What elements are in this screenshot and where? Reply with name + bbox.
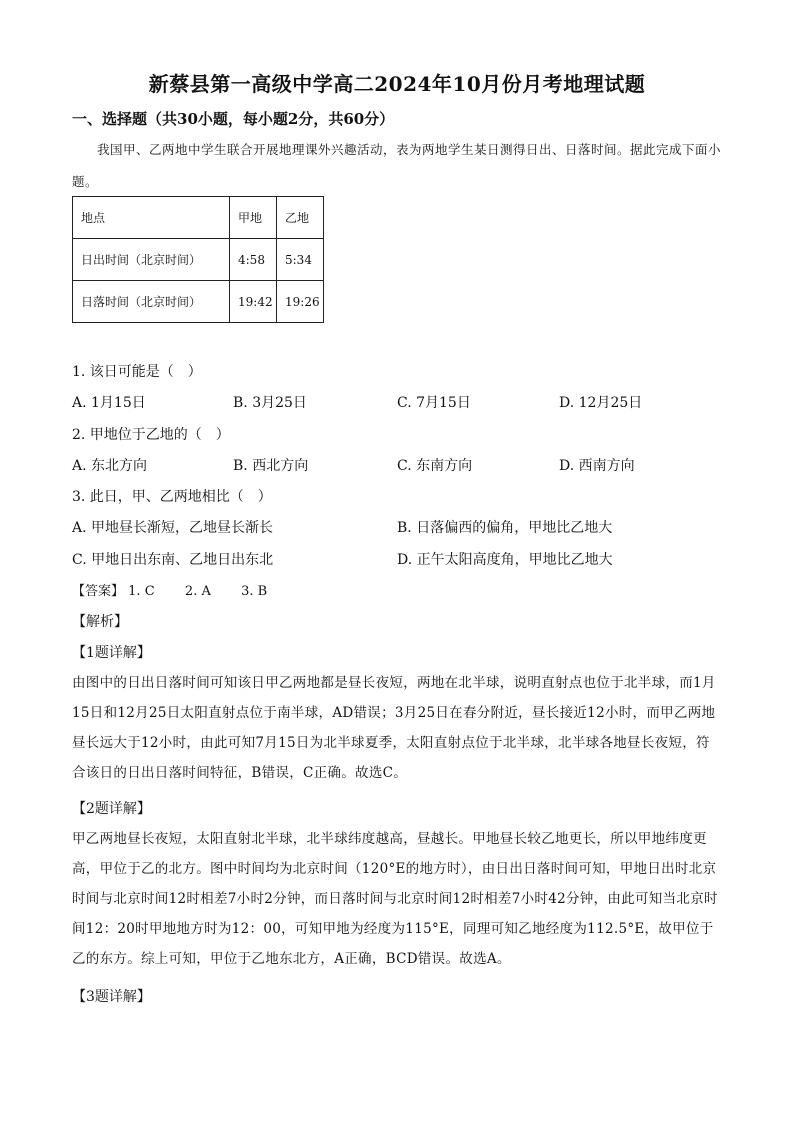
option-2b: B. 西北方向: [233, 458, 309, 474]
detail-heading-2: 【2题详解】: [72, 801, 151, 817]
sun-time-table: [72, 196, 324, 323]
table-cell: 5:34: [277, 239, 324, 281]
answer-line: [72, 580, 267, 599]
option-1c: C. 7月15日: [397, 395, 471, 411]
table-header-row: [73, 197, 324, 239]
answer-value-3: 3. B: [241, 584, 268, 599]
answer-value-1: 1. C: [128, 584, 155, 599]
option-1a: A. 1月15日: [72, 395, 146, 411]
table-row: [73, 239, 324, 281]
table-header-cell: 乙地: [277, 197, 324, 239]
option-2c: C. 东南方向: [397, 458, 473, 474]
table-cell: 日落时间（北京时间）: [73, 281, 230, 323]
table-cell: 日出时间（北京时间）: [73, 239, 230, 281]
page-title: 新蔡县第一高级中学高二2024年10月份月考地理试题: [148, 72, 646, 96]
table-header-cell: 甲地: [230, 197, 277, 239]
option-1d: D. 12月25日: [559, 395, 643, 411]
question-stem-2: 2. 甲地位于乙地的（ ）: [72, 427, 230, 443]
table-cell: 4:58: [230, 239, 277, 281]
section-heading: 一、选择题（共30小题，每小题2分，共60分）: [72, 110, 395, 128]
option-3a: A. 甲地昼长渐短，乙地昼长渐长: [72, 520, 274, 536]
option-1b: B. 3月25日: [233, 395, 307, 411]
detail-text-1: 由图中的日出日落时间可知该日甲乙两地都是昼长夜短，两地在北半球，说明直射点也位于北半球，而1月15日和12月25日太阳直射点位于南半球，AD错误；3月25日在春分附近，昼长接近12小时，而甲乙两地昼长远大于12小时，由此可知7月15日为北半球夏季，太阳直射点位于北半球，北半球各地昼长夜短，符合该日的日出日落时间特征，B错误，C正确。故选C。: [72, 675, 716, 781]
question-stem-1: 1. 该日可能是（ ）: [72, 364, 202, 380]
option-3b: B. 日落偏西的偏角，甲地比乙地大: [397, 520, 613, 536]
table-cell: 19:42: [230, 281, 277, 323]
table-cell: 19:26: [277, 281, 324, 323]
detail-heading-3: 【3题详解】: [72, 989, 151, 1005]
option-2d: D. 西南方向: [559, 458, 635, 474]
option-3c: C. 甲地日出东南、乙地日出东北: [72, 552, 274, 568]
question-intro: 我国甲、乙两地中学生联合开展地理课外兴趣活动，表为两地学生某日测得日出、日落时间。据此完成下面小题。: [72, 142, 722, 189]
table-header-cell: 地点: [73, 197, 230, 239]
question-stem-3: 3. 此日，甲、乙两地相比（ ）: [72, 489, 272, 505]
answer-label: 【答案】: [72, 584, 125, 599]
detail-heading-1: 【1题详解】: [72, 645, 151, 661]
analysis-label: 【解析】: [72, 614, 128, 630]
answer-value-2: 2. A: [184, 584, 211, 599]
option-2a: A. 东北方向: [72, 458, 148, 474]
option-3d: D. 正午太阳高度角，甲地比乙地大: [397, 552, 613, 568]
table-row: [73, 281, 324, 323]
detail-text-2: 甲乙两地昼长夜短，太阳直射北半球，北半球纬度越高，昼越长。甲地昼长较乙地更长，所以甲地纬度更高，甲位于乙的北方。图中时间均为北京时间（120°E的地方时），由日出日落时间可知，甲地日出时北京时间与北京时间12时相差7小时2分钟，而日落时间与北京时间12时相差7小时42分钟，由此可知当北京时间12：20时甲地地方时为12：00，可知甲地为经度为115°E，同理可知乙地经度为112.5°E，故甲位于乙的东方。综上可知，甲位于乙地东北方，A正确，BCD错误。故选A。: [72, 831, 718, 967]
